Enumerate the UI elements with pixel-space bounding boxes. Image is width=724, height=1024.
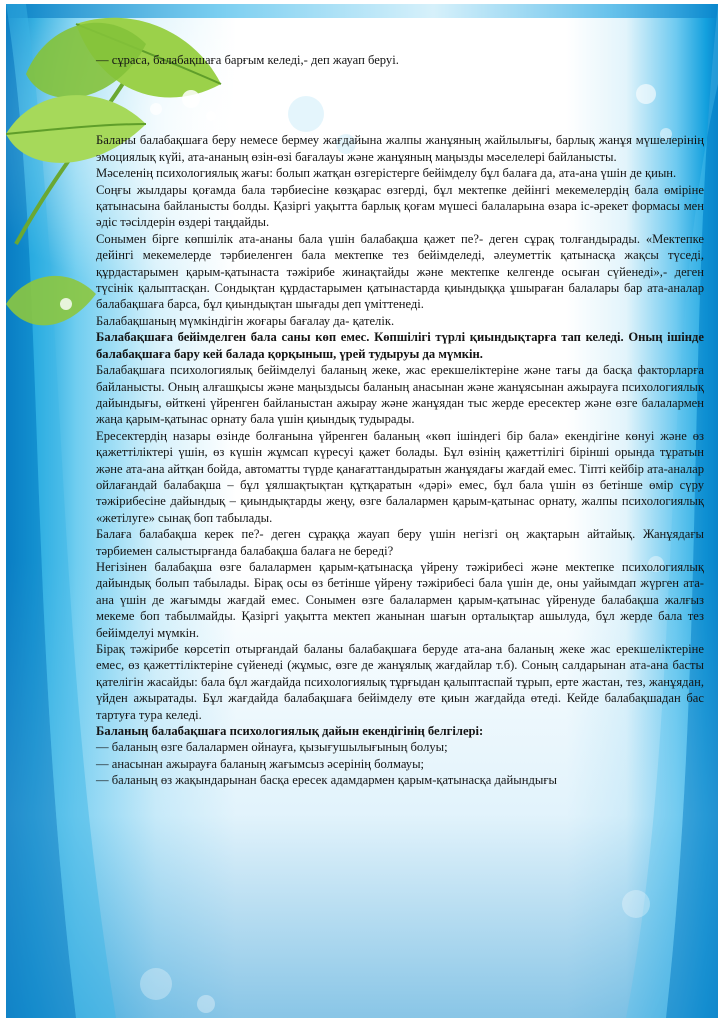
bold-paragraph: Балабақшаға бейімделген бала саны көп емес. Көпшілігі түрлі қиындықтарға тап келеді. Оның ішінде балабақшаға бару кей балада қорқыныш, үрей тудыруы да мүмкін. xyxy=(96,330,704,361)
article-body xyxy=(96,52,704,789)
opening-line: — сұраса, балабақшаға барғым келеді,- деп жауап беруі. xyxy=(96,52,704,68)
paragraph: Бірақ тәжірибе көрсетіп отырғандай баланы балабақшаға беруде ата-ана баланың жеке жас ерекшеліктеріне емес, өз қажеттіліктеріне сүйенеді (жұмыс, өзге де жанұялық жағдайлар т.б). Соның салдарынан ата-ана басты қателігін жасайды: бала бұл жағдайда психологиялық тұрғыдан қалыптаспай тұрып, ерте жастан, тез, жанұядан, үйден ажыратады. Бұл жағдайда балабақшаға бейімделу өте қиын жағдайда өтеді. Кейде балабақшадан бас тартуға тура келеді. xyxy=(96,642,704,722)
paragraph: Балабақшаға психологиялық бейімделуі баланың жеке, жас ерекшеліктеріне және тағы да басқа факторларға байланысты. Оның алғашқысы және маңыздысы баланың анасынан және жанұясынан ажырауға психологиялық дайындығы, өйткені үйренген байланыстан ажырау және жанұядан тыс жерде ересектер және өзге балалармен жаңа қарым-қатынас орнату бала үшін қиындық тудырады. xyxy=(96,363,704,427)
paragraph: Негізінен балабақша өзге балалармен қарым-қатынасқа үйрену тәжірибесі және мектепке психологиялық дайындық болып табылады. Бірақ осы өз бетінше үйрену тәжірибесі бала үшін де, оны уайымдап жүрген ата-ана үшін де жағымды жағдай емес. Сонымен өзге балалармен қарым-қатынас үйренуде балабақша жалғыз мекеме боп табылмайды. Қазіргі уақытта мектеп жанынан шағын орталықтар ашылуда, бұл жерде бала тез бейімделуі мүмкін. xyxy=(96,559,704,640)
list-item: — анасынан ажырауға баланың жағымсыз әсерінің болмауы; xyxy=(96,756,704,772)
page-background xyxy=(6,4,718,1018)
paragraph: Баланы балабақшаға беру немесе бермеу жағдайына жалпы жанұяның жайлылығы, барлық жанұя мүшелерінің эмоциялық күйі, ата-ананың өзін-өзі бағалауы және жанұяның маңызды мәселелері байланысты. xyxy=(96,133,704,164)
paragraph: Соңғы жылдары қоғамда бала тәрбиесіне көзқарас өзгерді, бұл мектепке дейінгі мекемелердің бала өміріне қатынасына байланысты болды. Қазіргі уақытта барлық қоғам мүшесі балаларына өзара іс-әрекет формасы мен әдіс тәсілдерін өздері таңдайды. xyxy=(96,182,704,230)
paragraph: Сонымен бірге көпшілік ата-ананы бала үшін балабақша қажет пе?- деген сұрақ толғандырады. «Мектепке дейінгі мекемелерде тәрбиеленген бала мектепке тез бейімделеді, әлеуметтік қатынасқа жақсы түседі, құрдастарымен қарым-қатынаста тәжірибе жинақтайды және мектепке келгенде осыған сүйенеді»,- деген түсінік қалыптасқан. Сондықтан құрдастарымен қатынастарда қиындыққа ұшыраған балалары бар ата-аналар балабақшаға барса, бұл қиындықтан шығады деп үміттенеді. xyxy=(96,231,704,312)
list-item: — баланың өз жақындарынан басқа ересек адамдармен қарым-қатынасқа дайындығы xyxy=(96,772,704,788)
paragraph: Балабақшаның мүмкіндігін жоғары бағалау да- қателік. xyxy=(96,313,395,328)
paragraph: Балаға балабақша керек пе?- деген сұраққа жауап беру үшін негізгі оң жақтарын айтайық. Жанұядағы тәрбиемен салыстырғанда балабақша балаға не береді? xyxy=(96,527,704,558)
list-item: — баланың өзге балалармен ойнауға, қызығушылығының болуы; xyxy=(96,739,704,755)
paragraph: Мәселенің психологиялық жағы: болып жатқан өзгерістерге бейімделу бұл балаға да, ата-ана үшін де қиын. xyxy=(96,166,677,181)
signs-heading: Баланың балабақшаға психологиялық дайын екендігінің белгілері: xyxy=(96,724,484,739)
paragraph: Ересектердің назары өзінде болғанына үйренген баланың «көп ішіндегі бір бала» екендігіне көнуі және өз қажеттіліктері үшін, өз күшін жұмсап күресуі қажет болады. Бұл өзінің қажеттілігі бірінші орында тұратын және ата-ана айтқан бойда, автоматты түрде қанағаттандыратын жанұядағы жағдай емес. Тіпті кейбір ата-аналар ойлағандай балабақша – бұл ұялшақтықтан құтқаратын «дәрі» емес, бұл бала үшін өз бетінше өмір сүру тәжірибесіне дайындық – қиындықтарды жеңу, өзге балалармен қарым-қатынас орнату, жалпы психологиялық «жетілуге» сынақ боп табылады. xyxy=(96,428,704,525)
